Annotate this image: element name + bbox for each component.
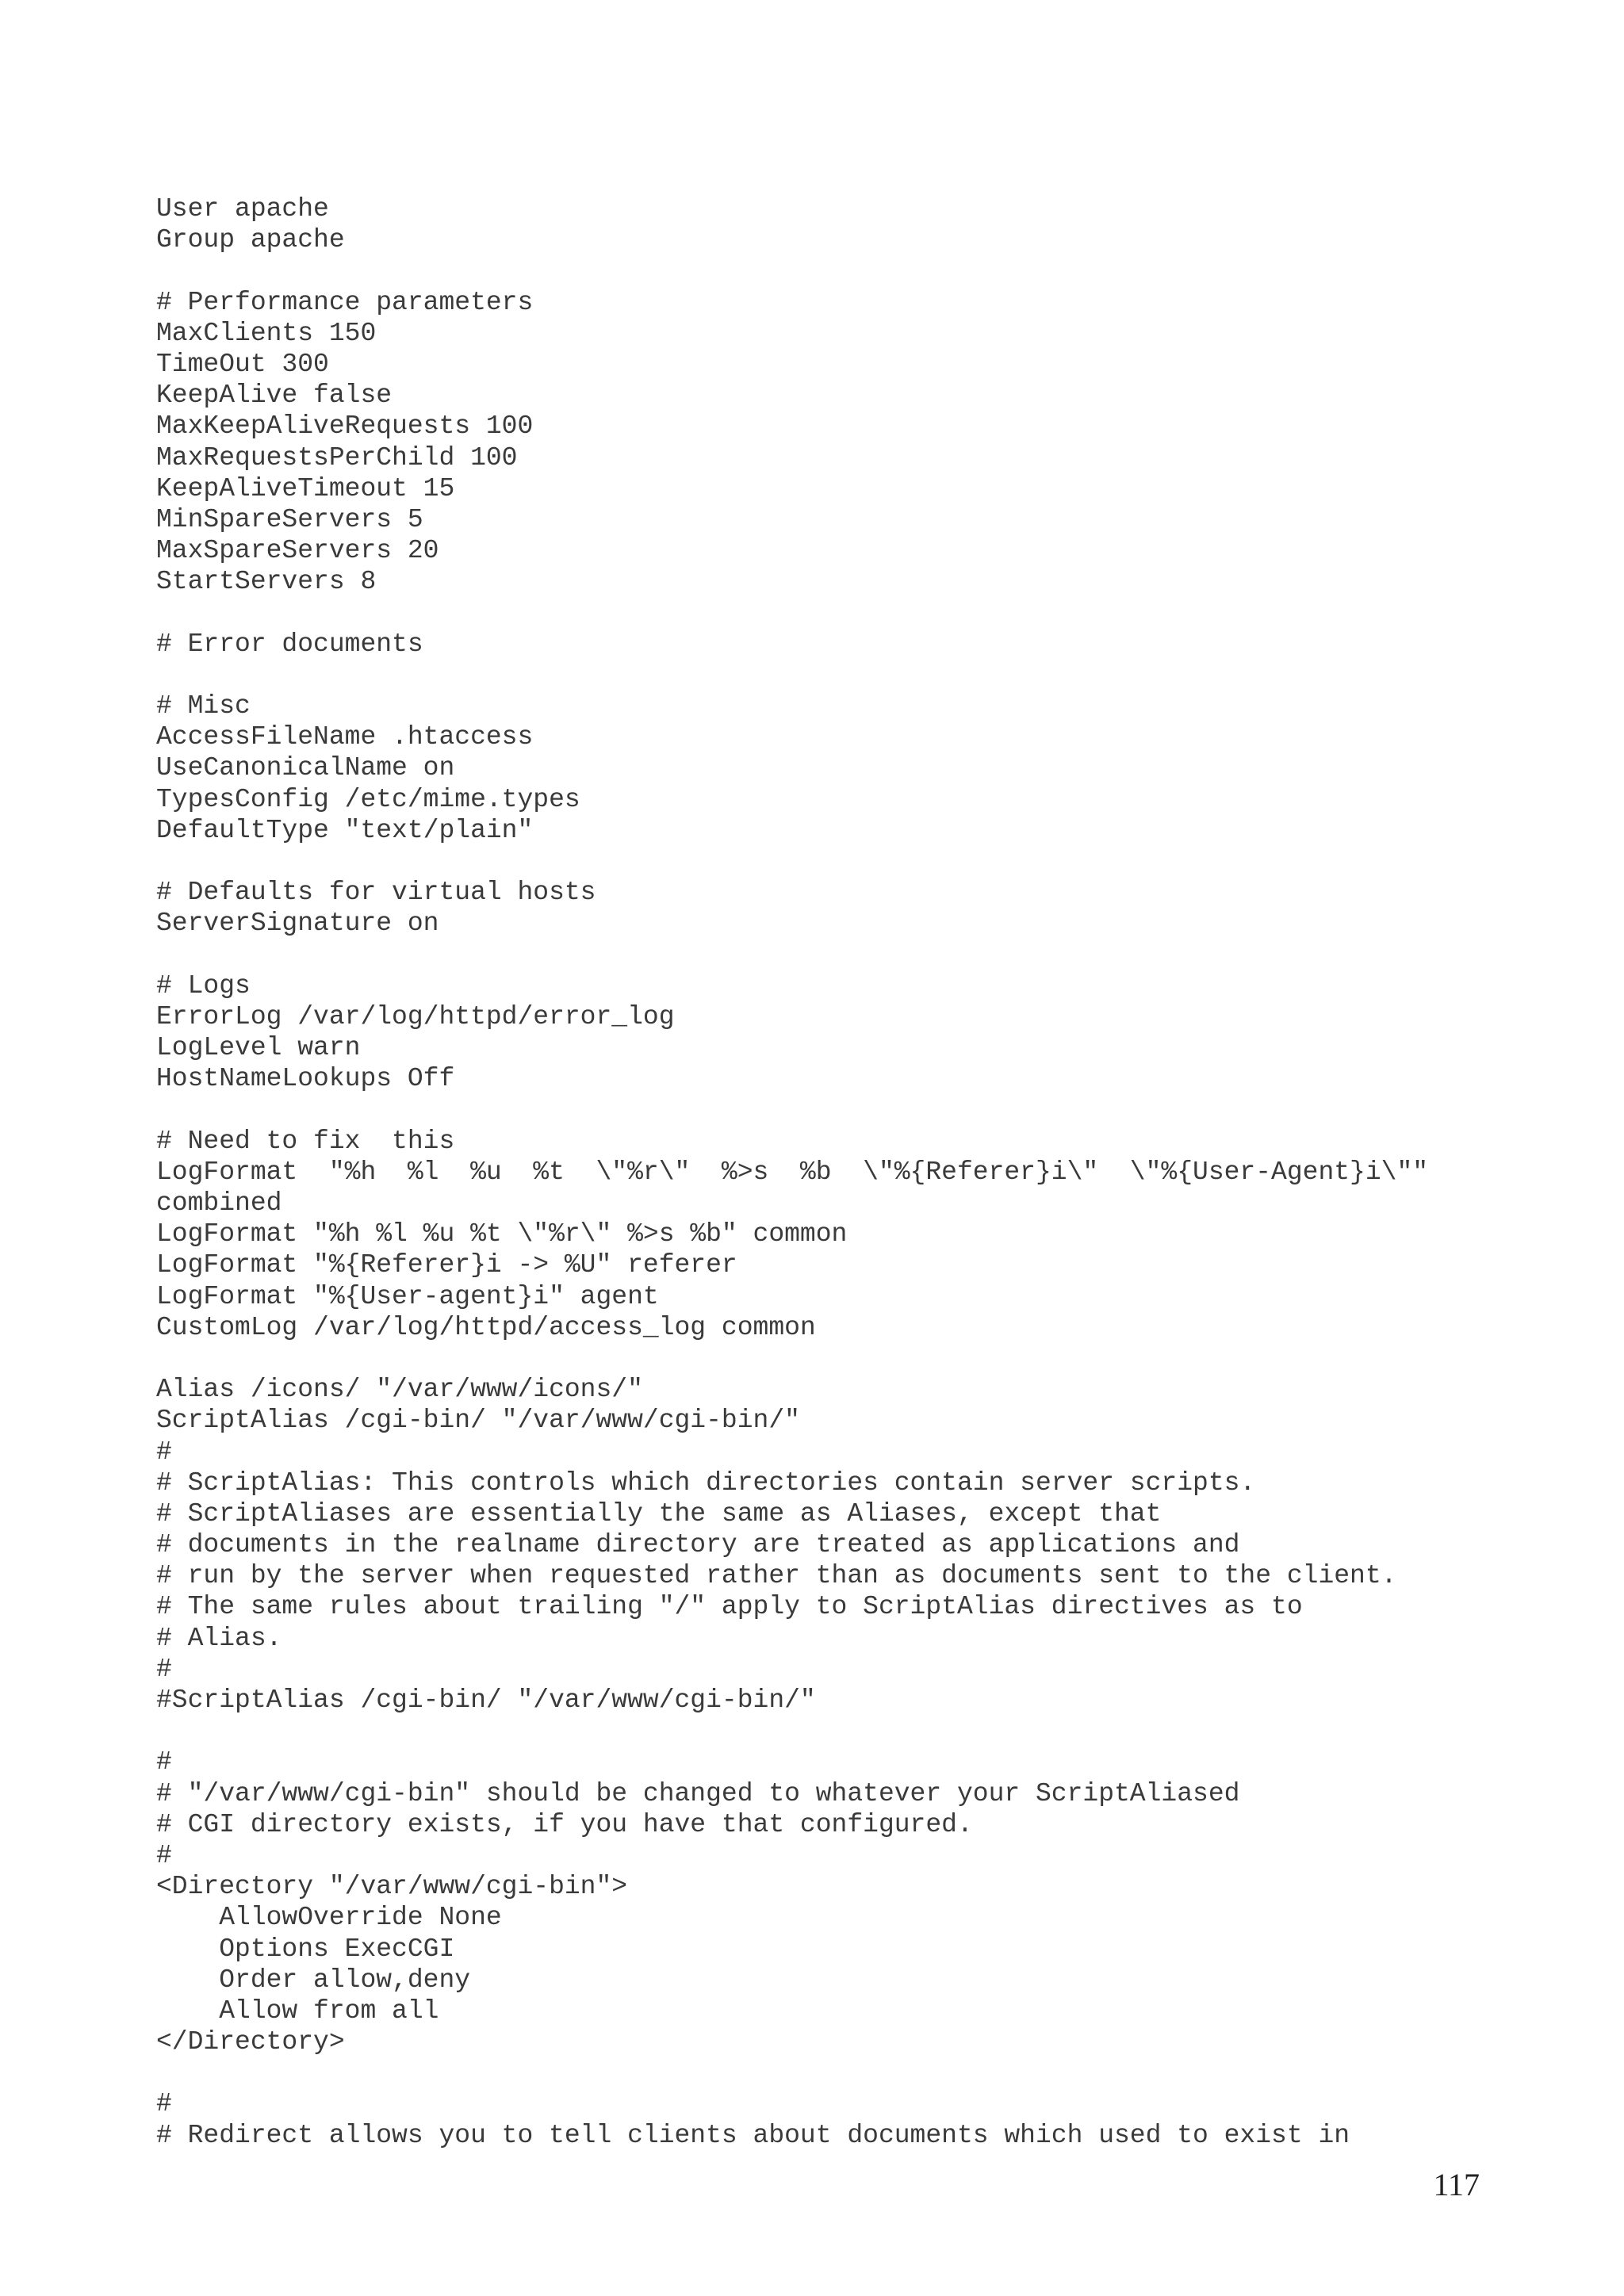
code-line: # Defaults for virtual hosts [156,878,596,908]
code-line: # Need to fix this [156,1126,455,1156]
blank-line [156,1094,1428,1125]
blank-line [156,1343,1428,1374]
code-line: <Directory "/var/www/cgi-bin"> [156,1872,628,1902]
code-line: MaxClients 150 [156,318,377,348]
code-line: ServerSignature on [156,909,439,939]
code-line: # Alias. [156,1623,282,1653]
code-line: DefaultType "text/plain" [156,815,534,845]
code-line: LogFormat "%{Referer}i -> %U" referer [156,1250,737,1280]
page-number: 117 [1433,2167,1480,2202]
code-line: LogFormat "%h %l %u %t \"%r\" %>s %b \"%{Referer}i\" \"%{User-Agent}i\"" [156,1157,1429,1187]
code-line: CustomLog /var/log/httpd/access_log common [156,1312,816,1342]
code-line: # "/var/www/cgi-bin" should be changed to whatever your ScriptAliased [156,1778,1240,1808]
code-line: # ScriptAlias: This controls which directories contain server scripts. [156,1468,1256,1498]
blank-line [156,846,1428,877]
code-line: # CGI directory exists, if you have that configured. [156,1809,973,1839]
blank-line [156,2057,1428,2088]
code-line: # Redirect allows you to tell clients about documents which used to exist in [156,2120,1350,2150]
code-line: StartServers 8 [156,567,377,597]
code-line: User apache [156,194,329,224]
code-line: # Error documents [156,629,423,659]
code-line: LogFormat "%{User-agent}i" agent [156,1281,659,1311]
code-line: # [156,1840,172,1870]
code-line: Allow from all [156,1996,439,2026]
code-line: # Logs [156,970,251,1001]
code-line: MaxSpareServers 20 [156,536,439,566]
code-line: </Directory> [156,2027,345,2057]
code-line: KeepAlive false [156,381,393,411]
code-line: AllowOverride None [156,1903,502,1933]
code-line: combined [156,1188,282,1218]
apache-config-listing [156,193,1428,2151]
code-line: # ScriptAliases are essentially the same as Aliases, except that [156,1498,1162,1529]
blank-line [156,255,1428,286]
code-line: ScriptAlias /cgi-bin/ "/var/www/cgi-bin/" [156,1406,800,1436]
code-line: # run by the server when requested rather than as documents sent to the client. [156,1561,1397,1591]
code-line: MaxKeepAliveRequests 100 [156,411,534,442]
code-line: # Performance parameters [156,287,534,317]
code-line: TypesConfig /etc/mime.types [156,784,580,814]
code-line: # Misc [156,691,251,721]
code-line: UseCanonicalName on [156,753,455,783]
code-line: # documents in the realname directory are treated as applications and [156,1530,1240,1560]
blank-line [156,939,1428,970]
code-line: # [156,1747,172,1777]
code-line: Alias /icons/ "/var/www/icons/" [156,1375,643,1405]
code-line: Order allow,deny [156,1965,471,1995]
code-line: Group apache [156,225,345,255]
code-line: LogFormat "%h %l %u %t \"%r\" %>s %b" common [156,1219,848,1249]
code-line: HostNameLookups Off [156,1064,455,1094]
code-line: TimeOut 300 [156,349,329,379]
code-line: AccessFileName .htaccess [156,722,534,752]
code-line: MaxRequestsPerChild 100 [156,442,518,473]
code-line: MinSpareServers 5 [156,504,423,534]
blank-line [156,597,1428,628]
code-line: # [156,1654,172,1684]
code-line: # [156,2089,172,2119]
code-line: # [156,1437,172,1467]
code-line: Options ExecCGI [156,1934,455,1964]
blank-line [156,660,1428,691]
code-line: LogLevel warn [156,1033,361,1063]
code-line: ErrorLog /var/log/httpd/error_log [156,1001,675,1031]
code-line: KeepAliveTimeout 15 [156,473,455,503]
code-line: #ScriptAlias /cgi-bin/ "/var/www/cgi-bin/" [156,1686,816,1715]
code-line: # The same rules about trailing "/" apply to ScriptAlias directives as to [156,1592,1303,1622]
blank-line [156,1716,1428,1747]
